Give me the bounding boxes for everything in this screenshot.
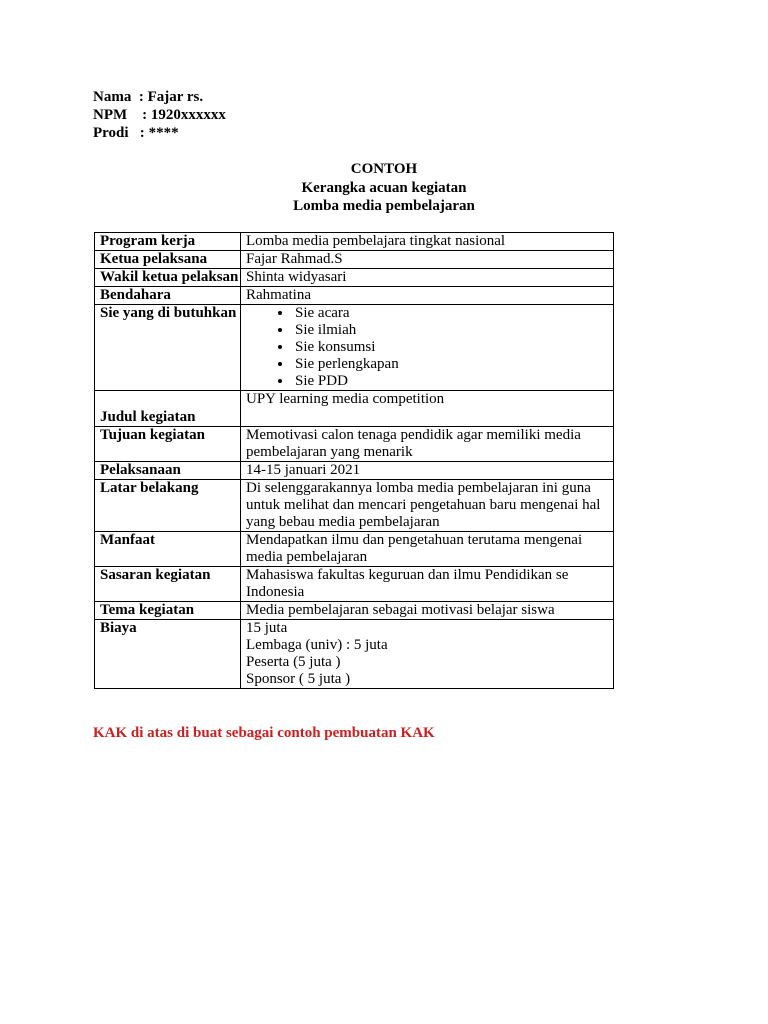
kak-table bbox=[94, 232, 614, 689]
table-row bbox=[95, 567, 614, 602]
row-label: Manfaat bbox=[95, 532, 241, 567]
student-info bbox=[93, 88, 226, 142]
row-value: Shinta widyasari bbox=[241, 269, 614, 287]
list-item: • Sie PDD bbox=[293, 373, 613, 390]
row-value bbox=[241, 305, 614, 391]
table-row bbox=[95, 269, 614, 287]
row-label: Wakil ketua pelaksan bbox=[95, 269, 241, 287]
row-value: Di selenggarakannya lomba media pembelajaran ini guna untuk melihat dan mencari pengetahuan baru mengenai hal yang bebau media pembelajaran bbox=[241, 480, 614, 532]
row-label: Biaya bbox=[95, 620, 241, 689]
table-row bbox=[95, 480, 614, 532]
row-value bbox=[241, 620, 614, 689]
row-label: Sie yang di butuhkan bbox=[95, 305, 241, 391]
footnote: KAK di atas di buat sebagai contoh pembuatan KAK bbox=[93, 725, 435, 741]
table-row bbox=[95, 305, 614, 391]
prodi-label: Prodi : bbox=[93, 125, 149, 141]
table-row bbox=[95, 427, 614, 462]
row-label: Latar belakang bbox=[95, 480, 241, 532]
table-row bbox=[95, 391, 614, 427]
row-value: Lomba media pembelajara tingkat nasional bbox=[241, 233, 614, 251]
sie-list bbox=[246, 305, 613, 390]
table-row bbox=[95, 233, 614, 251]
table-row bbox=[95, 602, 614, 620]
biaya-line: 15 juta bbox=[246, 620, 288, 636]
row-value: Mahasiswa fakultas keguruan dan ilmu Pendidikan se Indonesia bbox=[241, 567, 614, 602]
table-row bbox=[95, 532, 614, 567]
title-line-2: Kerangka acuan kegiatan bbox=[301, 179, 467, 196]
prodi-value: **** bbox=[148, 125, 179, 141]
document-title bbox=[0, 160, 768, 216]
row-label: Pelaksanaan bbox=[95, 462, 241, 480]
row-value: Mendapatkan ilmu dan pengetahuan terutama mengenai media pembelajaran bbox=[241, 532, 614, 567]
row-label: Tema kegiatan bbox=[95, 602, 241, 620]
list-item: • Sie ilmiah bbox=[293, 322, 613, 339]
biaya-line: Sponsor ( 5 juta ) bbox=[246, 671, 351, 687]
title-line-3: Lomba media pembelajaran bbox=[293, 198, 475, 214]
list-item: • Sie konsumsi bbox=[293, 339, 613, 356]
biaya-line: Peserta (5 juta ) bbox=[246, 654, 341, 670]
row-label: Bendahara bbox=[95, 287, 241, 305]
row-value: Fajar Rahmad.S bbox=[241, 251, 614, 269]
row-value: Media pembelajaran sebagai motivasi belajar siswa bbox=[241, 602, 614, 620]
table-row bbox=[95, 251, 614, 269]
name-value: Fajar rs. bbox=[147, 89, 204, 105]
biaya-line: Lembaga (univ) : 5 juta bbox=[246, 637, 388, 653]
row-value: UPY learning media competition bbox=[241, 391, 614, 427]
row-label: Ketua pelaksana bbox=[95, 251, 241, 269]
table-row bbox=[95, 287, 614, 305]
row-label: Judul kegiatan bbox=[95, 391, 241, 427]
row-value: Rahmatina bbox=[241, 287, 614, 305]
title-line-1: CONTOH bbox=[350, 161, 418, 177]
prodi-row bbox=[93, 124, 226, 142]
table-row bbox=[95, 620, 614, 689]
row-value: 14-15 januari 2021 bbox=[241, 462, 614, 480]
row-label: Program kerja bbox=[95, 233, 241, 251]
list-item: • Sie perlengkapan bbox=[293, 356, 613, 373]
list-item: • Sie acara bbox=[293, 305, 613, 322]
name-row bbox=[93, 88, 226, 106]
row-value: Memotivasi calon tenaga pendidik agar memiliki media pembelajaran yang menarik bbox=[241, 427, 614, 462]
name-label: Nama : bbox=[93, 89, 148, 105]
npm-row bbox=[93, 106, 226, 124]
table-row bbox=[95, 462, 614, 480]
row-label: Tujuan kegiatan bbox=[95, 427, 241, 462]
npm-value: 1920xxxxxx bbox=[150, 107, 226, 123]
npm-label: NPM : bbox=[93, 107, 151, 123]
row-label: Sasaran kegiatan bbox=[95, 567, 241, 602]
